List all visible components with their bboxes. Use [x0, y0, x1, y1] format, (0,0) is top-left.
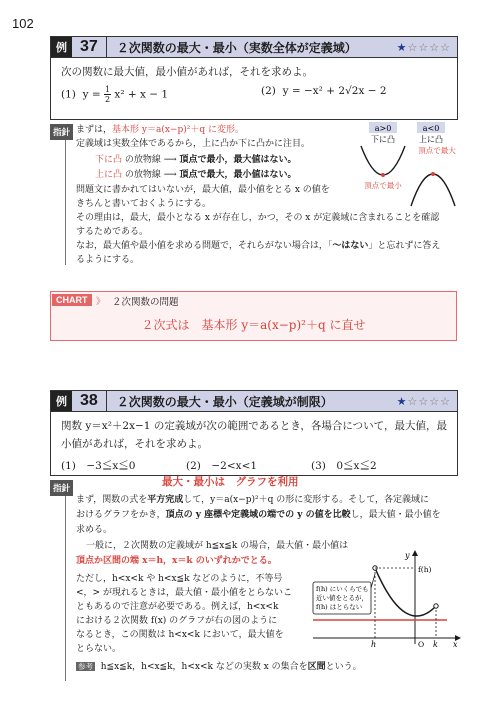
hint-tag: 指針	[50, 124, 73, 140]
hint-38-line-3: 求める。	[76, 525, 113, 535]
y-axis-label: y	[405, 551, 410, 560]
example-37-header	[50, 36, 458, 58]
x-axis-label: x	[453, 640, 458, 648]
hint-38-line-5: 頂点か区間の端 x＝h，x＝k のいずれかでとる。	[76, 556, 277, 566]
hint-38-line-8: ともあるので注意が必要である。例えば，h<x<k	[76, 602, 279, 612]
example-38-problem-2: (2) −2<x<1	[186, 459, 258, 472]
k-label: k	[433, 640, 438, 648]
example-title: ２次関数の最大・最小（定義域が制限）	[116, 394, 333, 409]
example-number: 38	[72, 391, 107, 411]
example-37-problem-1: (1) y = $\frac{1}{2}$ x² + x − 1	[61, 85, 169, 105]
example-38-problem-1: (1) −3≦x≦0	[61, 459, 136, 472]
hint-37-line-9: なお，最大値や最小値を求める問題で，それらがない場合は，「～はない」と忘れずに答え	[76, 241, 441, 251]
fh-label: f(h)	[418, 565, 432, 574]
h-label: h	[371, 640, 377, 648]
hint-rule	[65, 496, 66, 681]
hint-37-line-3: 下に凸 の放物線 ⟶ 頂点で最小，最大値はない。	[95, 155, 297, 165]
chart-chevron: 》	[96, 297, 106, 307]
hint-38-line-9: における２次関数 f(x) のグラフが右の図のように	[76, 616, 278, 626]
example-38-problem-3: (3) 0≦x≦2	[311, 459, 377, 472]
vertex-min-dot	[381, 173, 385, 177]
hint-38-line-6: ただし，h<x<k や h<x≦k などのように，不等号	[76, 574, 283, 584]
shape-right-label: 上に凸	[419, 135, 443, 144]
hint-37-line-1: まずは，基本形 y＝a(x−p)²＋q に変形。	[76, 125, 244, 135]
convex-down-curve	[361, 146, 405, 175]
example-number: 37	[72, 37, 107, 57]
cond-left: a>0	[374, 124, 392, 133]
shape-left-label: 下に凸	[371, 135, 395, 144]
hint-37-line-4: 上に凸 の放物線 ⟶ 頂点で最大，最小値はない。	[95, 170, 297, 180]
example-38-line-2: 小値があれば，それを求めよ。	[61, 438, 208, 451]
hint-tag: 指針	[50, 480, 73, 496]
hint-38-line-7: <，> が現れるときは，最大値・最小値をとらないこ	[76, 588, 292, 598]
note-pointer	[371, 574, 375, 588]
hint-38-line-11: とらない。	[76, 644, 122, 654]
hint-37-line-7: その理由は，最大，最小となる x が存在し，かつ，その x が定義域に含まれることを確認	[76, 213, 440, 223]
convex-up-curve	[411, 174, 455, 206]
note-line-2: 近い値をとるが，	[316, 594, 368, 602]
hint-37-line-10: るようにする。	[76, 255, 140, 265]
vertex-max-note: 頂点で最大	[418, 146, 456, 155]
chart-subtitle: ２次関数の問題	[112, 297, 179, 308]
example-37-statement: 次の関数に最大値，最小値があれば，それを求めよ。	[61, 66, 313, 78]
vertex-max-dot	[431, 172, 435, 176]
note-line-1: f(h) にいくらでも	[316, 585, 369, 593]
example-label: 例	[51, 37, 72, 57]
cond-right: a<0	[422, 124, 440, 133]
curve-f	[375, 568, 436, 616]
example-38-body	[50, 412, 458, 476]
difficulty-stars: ★☆☆☆☆	[396, 40, 451, 54]
example-label: 例	[51, 391, 72, 411]
hint-37-line-6: きちんと書いておくようにする。	[76, 199, 212, 209]
hint-38-line-1: まず，関数の式を平方完成して，y＝a(x−p)²＋q の形に変形する。そして，各定義域に	[76, 495, 430, 505]
chart-main-text: ２次式は 基本形 y＝a(x−p)²＋q に直せ	[141, 318, 366, 332]
open-interval-graph	[305, 548, 465, 648]
hint-38-line-10: なるとき，この関数は h<x<k において，最大値を	[76, 630, 284, 640]
hint-38-heading: 最大・最小は グラフを利用	[162, 476, 299, 488]
hint-38-line-2: おけるグラフをかき，頂点の y 座標や定義域の端での y の値を比較し，最大値・最小値を	[76, 510, 441, 520]
fraction: $\frac{1}{2}$	[104, 85, 111, 105]
chart-tag: CHART	[52, 294, 92, 306]
y-axis-arrow	[412, 550, 418, 556]
hint-37-line-5: 問題文に書かれてはいないが，最大値，最小値をとる x の値を	[76, 185, 330, 195]
example-37-problem-2: (2) y = −x² + 2√2x − 2	[261, 85, 387, 98]
page-number: 102	[12, 16, 34, 31]
hint-38-reference: 参考 h≦x≦k，h<x≦k，h<x<k などの実数 x の集合を区間という。	[78, 662, 362, 672]
hint-37-line-2: 定義域は実数全体であるから，上に凸か下に凸かに注目。	[76, 139, 311, 149]
open-endpoint-k	[434, 604, 438, 608]
hint-38-line-4: 一般に，２次関数の定義域が h≦x≦k の場合，最大値・最小値は	[86, 541, 349, 551]
difficulty-stars: ★☆☆☆☆	[396, 394, 451, 408]
hint-rule	[65, 140, 66, 265]
example-38-line-1: 関数 y＝x²＋2x−1 の定義域が次の範囲であるとき，各場合について，最大値，最	[61, 420, 447, 432]
example-38-header	[50, 390, 458, 412]
example-title: ２次関数の最大・最小（実数全体が定義域）	[116, 40, 357, 55]
vertex-min-note: 頂点で最小	[364, 181, 402, 190]
origin-label: O	[418, 640, 425, 648]
example-37-body	[50, 58, 458, 120]
hint-37-line-8: するためである。	[76, 227, 149, 237]
parabola-shape-diagram	[355, 118, 465, 210]
note-line-3: f(h) はとらない	[316, 603, 363, 611]
